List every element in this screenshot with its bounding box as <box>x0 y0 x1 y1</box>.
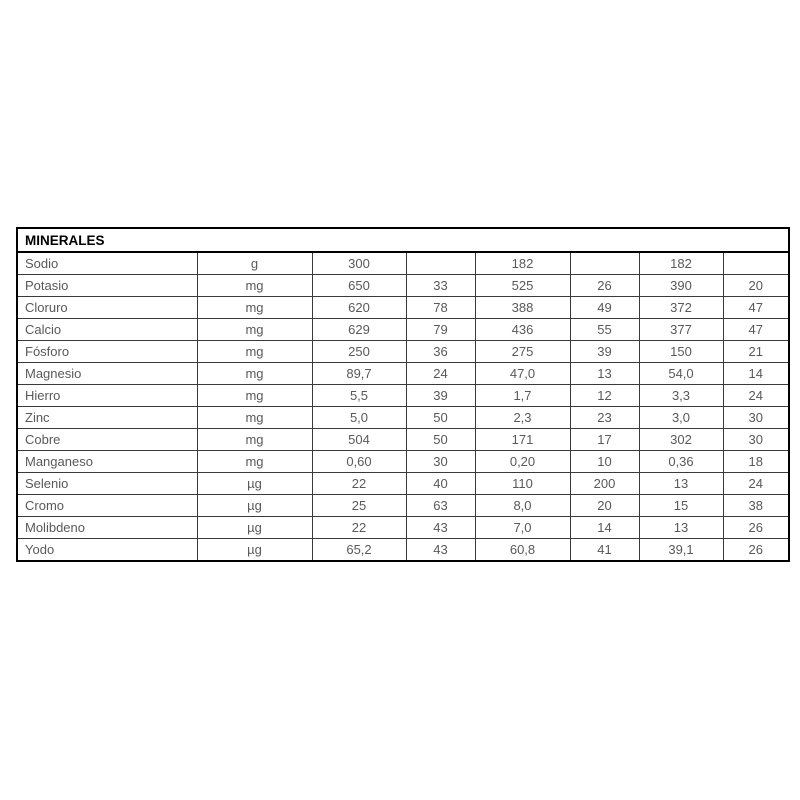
value-cell: 620 <box>312 297 406 319</box>
table-row <box>17 297 789 319</box>
unit-cell: mg <box>197 385 312 407</box>
value-cell: 171 <box>475 429 570 451</box>
unit-cell: mg <box>197 363 312 385</box>
table-row <box>17 517 789 539</box>
percent-cell: 24 <box>723 473 789 495</box>
percent-cell: 200 <box>570 473 639 495</box>
mineral-name-cell: Calcio <box>17 319 197 341</box>
unit-cell: mg <box>197 297 312 319</box>
percent-cell: 18 <box>723 451 789 473</box>
value-cell: 182 <box>639 252 723 275</box>
value-cell: 525 <box>475 275 570 297</box>
table-row <box>17 451 789 473</box>
value-cell: 65,2 <box>312 539 406 562</box>
value-cell: 182 <box>475 252 570 275</box>
value-cell: 22 <box>312 473 406 495</box>
unit-cell: mg <box>197 341 312 363</box>
table-row <box>17 495 789 517</box>
unit-cell: µg <box>197 517 312 539</box>
percent-cell: 26 <box>723 517 789 539</box>
percent-cell: 43 <box>406 517 475 539</box>
table-row <box>17 275 789 297</box>
mineral-name-cell: Fósforo <box>17 341 197 363</box>
percent-cell: 14 <box>723 363 789 385</box>
percent-cell: 36 <box>406 341 475 363</box>
percent-cell: 39 <box>570 341 639 363</box>
unit-cell: mg <box>197 451 312 473</box>
value-cell: 250 <box>312 341 406 363</box>
value-cell: 22 <box>312 517 406 539</box>
percent-cell: 40 <box>406 473 475 495</box>
value-cell: 629 <box>312 319 406 341</box>
percent-cell: 10 <box>570 451 639 473</box>
percent-cell: 24 <box>406 363 475 385</box>
value-cell: 13 <box>639 517 723 539</box>
value-cell: 302 <box>639 429 723 451</box>
value-cell: 436 <box>475 319 570 341</box>
value-cell: 377 <box>639 319 723 341</box>
percent-cell: 55 <box>570 319 639 341</box>
value-cell: 0,60 <box>312 451 406 473</box>
percent-cell: 47 <box>723 319 789 341</box>
value-cell: 54,0 <box>639 363 723 385</box>
percent-cell: 79 <box>406 319 475 341</box>
value-cell: 3,0 <box>639 407 723 429</box>
table-row <box>17 385 789 407</box>
minerals-table <box>16 227 790 562</box>
value-cell: 110 <box>475 473 570 495</box>
percent-cell: 20 <box>723 275 789 297</box>
percent-cell: 41 <box>570 539 639 562</box>
percent-cell: 14 <box>570 517 639 539</box>
value-cell: 60,8 <box>475 539 570 562</box>
percent-cell: 30 <box>723 429 789 451</box>
value-cell: 15 <box>639 495 723 517</box>
mineral-name-cell: Cobre <box>17 429 197 451</box>
percent-cell: 26 <box>570 275 639 297</box>
percent-cell: 13 <box>570 363 639 385</box>
mineral-name-cell: Yodo <box>17 539 197 562</box>
percent-cell: 21 <box>723 341 789 363</box>
value-cell: 0,20 <box>475 451 570 473</box>
percent-cell: 38 <box>723 495 789 517</box>
value-cell: 300 <box>312 252 406 275</box>
value-cell: 39,1 <box>639 539 723 562</box>
value-cell: 388 <box>475 297 570 319</box>
value-cell: 390 <box>639 275 723 297</box>
value-cell: 650 <box>312 275 406 297</box>
mineral-name-cell: Potasio <box>17 275 197 297</box>
table-row <box>17 341 789 363</box>
mineral-name-cell: Cloruro <box>17 297 197 319</box>
table-title-row <box>17 228 789 252</box>
unit-cell: mg <box>197 275 312 297</box>
unit-cell: g <box>197 252 312 275</box>
table-row <box>17 429 789 451</box>
unit-cell: µg <box>197 473 312 495</box>
mineral-name-cell: Hierro <box>17 385 197 407</box>
value-cell: 13 <box>639 473 723 495</box>
percent-cell: 47 <box>723 297 789 319</box>
percent-cell: 33 <box>406 275 475 297</box>
unit-cell: µg <box>197 539 312 562</box>
unit-cell: µg <box>197 495 312 517</box>
mineral-name-cell: Selenio <box>17 473 197 495</box>
unit-cell: mg <box>197 319 312 341</box>
percent-cell: 43 <box>406 539 475 562</box>
value-cell: 47,0 <box>475 363 570 385</box>
value-cell: 5,5 <box>312 385 406 407</box>
unit-cell: mg <box>197 429 312 451</box>
table-row <box>17 473 789 495</box>
percent-cell: 50 <box>406 429 475 451</box>
table-row <box>17 319 789 341</box>
value-cell: 275 <box>475 341 570 363</box>
value-cell: 89,7 <box>312 363 406 385</box>
table-title: MINERALES <box>17 228 789 252</box>
value-cell: 0,36 <box>639 451 723 473</box>
percent-cell <box>723 252 789 275</box>
percent-cell: 24 <box>723 385 789 407</box>
mineral-name-cell: Cromo <box>17 495 197 517</box>
table-row <box>17 539 789 562</box>
percent-cell: 49 <box>570 297 639 319</box>
percent-cell: 39 <box>406 385 475 407</box>
percent-cell: 50 <box>406 407 475 429</box>
minerals-table-body <box>17 228 789 561</box>
unit-cell: mg <box>197 407 312 429</box>
value-cell: 150 <box>639 341 723 363</box>
percent-cell: 23 <box>570 407 639 429</box>
value-cell: 1,7 <box>475 385 570 407</box>
minerals-table-container <box>16 227 788 562</box>
percent-cell: 78 <box>406 297 475 319</box>
percent-cell: 30 <box>406 451 475 473</box>
table-row <box>17 407 789 429</box>
value-cell: 372 <box>639 297 723 319</box>
mineral-name-cell: Zinc <box>17 407 197 429</box>
value-cell: 8,0 <box>475 495 570 517</box>
table-row <box>17 363 789 385</box>
value-cell: 2,3 <box>475 407 570 429</box>
percent-cell: 63 <box>406 495 475 517</box>
value-cell: 7,0 <box>475 517 570 539</box>
percent-cell: 20 <box>570 495 639 517</box>
mineral-name-cell: Magnesio <box>17 363 197 385</box>
percent-cell <box>406 252 475 275</box>
percent-cell: 17 <box>570 429 639 451</box>
mineral-name-cell: Molibdeno <box>17 517 197 539</box>
value-cell: 25 <box>312 495 406 517</box>
percent-cell: 30 <box>723 407 789 429</box>
value-cell: 3,3 <box>639 385 723 407</box>
percent-cell: 26 <box>723 539 789 562</box>
percent-cell: 12 <box>570 385 639 407</box>
mineral-name-cell: Manganeso <box>17 451 197 473</box>
mineral-name-cell: Sodio <box>17 252 197 275</box>
percent-cell <box>570 252 639 275</box>
value-cell: 5,0 <box>312 407 406 429</box>
table-row <box>17 252 789 275</box>
value-cell: 504 <box>312 429 406 451</box>
